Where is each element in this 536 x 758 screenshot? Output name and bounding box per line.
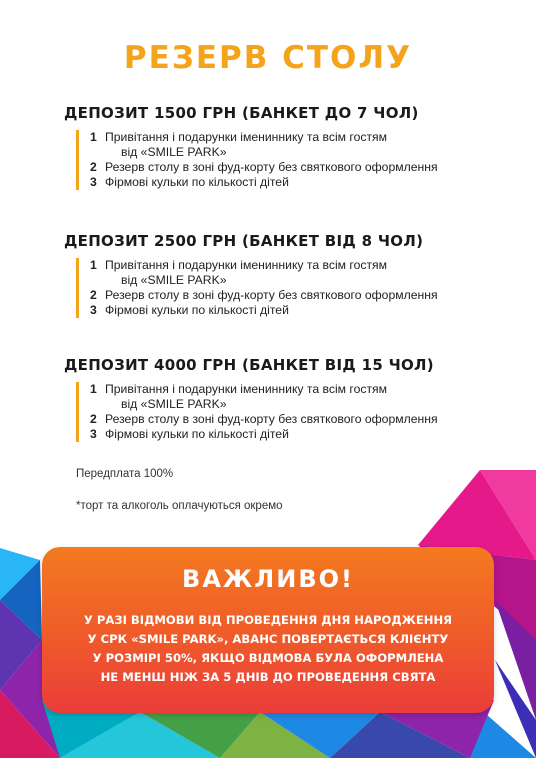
item-text: Фірмові кульки по кількості дітей bbox=[105, 427, 289, 441]
important-line: У СРК «SMILE PARK», АВАНС ПОВЕРТАЄТЬСЯ КЛІЄНТУ bbox=[87, 632, 449, 646]
page-title: РЕЗЕРВ СТОЛУ bbox=[123, 40, 413, 76]
package-list bbox=[76, 130, 504, 190]
list-item bbox=[76, 427, 504, 442]
item-number: 1 bbox=[90, 258, 97, 272]
item-number: 3 bbox=[90, 175, 97, 189]
important-line: НЕ МЕНШ НІЖ ЗА 5 ДНІВ ДО ПРОВЕДЕННЯ СВЯТА bbox=[100, 670, 436, 684]
list-item bbox=[76, 382, 504, 412]
prepayment-note: Передплата 100% bbox=[76, 468, 174, 480]
item-text: Резерв столу в зоні фуд-корту без святкового оформлення bbox=[105, 412, 438, 426]
important-line: У РОЗМІРІ 50%, ЯКЩО ВІДМОВА БУЛА ОФОРМЛЕНА bbox=[92, 651, 444, 665]
package-list bbox=[76, 382, 504, 442]
item-number: 2 bbox=[90, 160, 97, 174]
important-text bbox=[56, 611, 480, 687]
item-number: 1 bbox=[90, 382, 97, 396]
item-text: Привітання і подарунки імениннику та всім гостям bbox=[105, 130, 388, 144]
item-text: Фірмові кульки по кількості дітей bbox=[105, 303, 289, 317]
list-item bbox=[76, 412, 504, 427]
list-item bbox=[76, 303, 504, 318]
list-item bbox=[76, 175, 504, 190]
important-notice-box bbox=[42, 547, 494, 713]
list-item bbox=[76, 130, 504, 160]
package-list bbox=[76, 258, 504, 318]
list-item bbox=[76, 258, 504, 288]
item-text: Резерв столу в зоні фуд-корту без святкового оформлення bbox=[105, 160, 438, 174]
package-heading: ДЕПОЗИТ 4000 ГРН (БАНКЕТ ВІД 15 ЧОЛ) bbox=[64, 356, 434, 374]
item-text: Резерв столу в зоні фуд-корту без святкового оформлення bbox=[105, 288, 438, 302]
item-number: 3 bbox=[90, 427, 97, 441]
item-text: Привітання і подарунки імениннику та всім гостям bbox=[105, 382, 388, 396]
package-heading: ДЕПОЗИТ 2500 ГРН (БАНКЕТ ВІД 8 ЧОЛ) bbox=[64, 232, 424, 250]
package-2 bbox=[64, 232, 504, 318]
item-text: Привітання і подарунки імениннику та всім гостям bbox=[105, 258, 388, 272]
important-title: ВАЖЛИВО! bbox=[182, 565, 354, 593]
item-number: 2 bbox=[90, 412, 97, 426]
item-number: 1 bbox=[90, 130, 97, 144]
item-text-continued: від «SMILE PARK» bbox=[121, 145, 227, 159]
item-number: 3 bbox=[90, 303, 97, 317]
package-3 bbox=[64, 356, 504, 442]
item-text: Фірмові кульки по кількості дітей bbox=[105, 175, 289, 189]
package-heading: ДЕПОЗИТ 1500 ГРН (БАНКЕТ ДО 7 ЧОЛ) bbox=[64, 104, 419, 122]
list-item bbox=[76, 288, 504, 303]
important-line: У РАЗІ ВІДМОВИ ВІД ПРОВЕДЕННЯ ДНЯ НАРОДЖЕННЯ bbox=[83, 613, 453, 627]
list-item bbox=[76, 160, 504, 175]
package-1 bbox=[64, 104, 504, 190]
item-text-continued: від «SMILE PARK» bbox=[121, 397, 227, 411]
item-text-continued: від «SMILE PARK» bbox=[121, 273, 227, 287]
item-number: 2 bbox=[90, 288, 97, 302]
extra-cost-note: *торт та алкоголь оплачуються окремо bbox=[76, 500, 283, 512]
